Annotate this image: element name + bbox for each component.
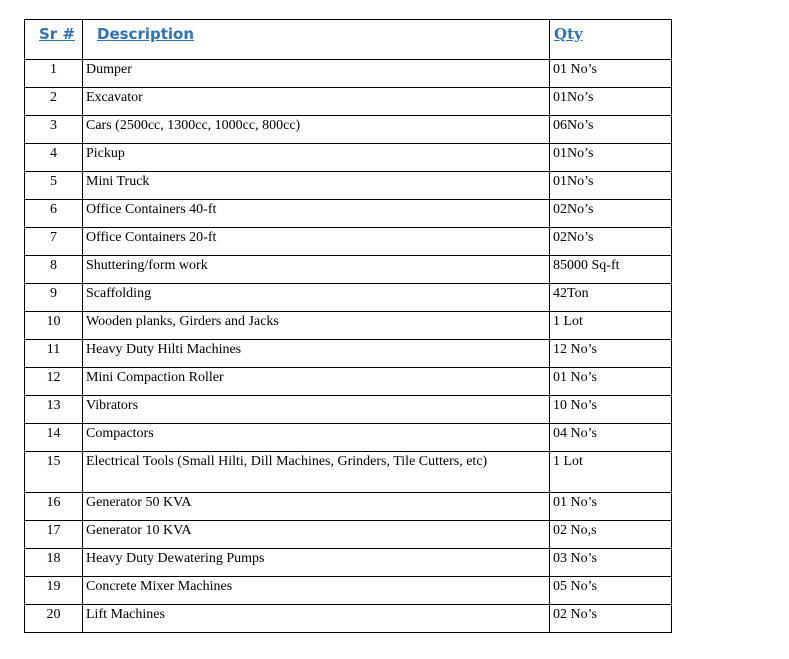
sr-cell: 6 <box>25 200 83 228</box>
table-row <box>25 284 672 312</box>
sr-cell: 8 <box>25 256 83 284</box>
header-row <box>25 20 672 60</box>
table-row <box>25 340 672 368</box>
table-row <box>25 144 672 172</box>
sr-cell: 10 <box>25 312 83 340</box>
sr-cell: 13 <box>25 396 83 424</box>
sr-cell: 4 <box>25 144 83 172</box>
sr-cell: 16 <box>25 493 83 521</box>
sr-cell: 2 <box>25 88 83 116</box>
description-cell: Pickup <box>83 144 550 172</box>
description-cell: Excavator <box>83 88 550 116</box>
table-row <box>25 116 672 144</box>
sr-cell: 15 <box>25 452 83 493</box>
qty-cell: 1 Lot <box>550 312 672 340</box>
table-row <box>25 88 672 116</box>
qty-cell: 01 No’s <box>550 368 672 396</box>
table-row <box>25 256 672 284</box>
description-cell: Shuttering/form work <box>83 256 550 284</box>
table-row <box>25 312 672 340</box>
description-cell: Concrete Mixer Machines <box>83 577 550 605</box>
sr-cell: 1 <box>25 60 83 88</box>
qty-cell: 42Ton <box>550 284 672 312</box>
description-cell: Generator 10 KVA <box>83 521 550 549</box>
sr-cell: 11 <box>25 340 83 368</box>
sr-cell: 9 <box>25 284 83 312</box>
qty-cell: 01 No’s <box>550 493 672 521</box>
qty-cell: 10 No’s <box>550 396 672 424</box>
qty-cell: 12 No’s <box>550 340 672 368</box>
description-cell: Scaffolding <box>83 284 550 312</box>
table-row <box>25 60 672 88</box>
table-row <box>25 493 672 521</box>
sr-cell: 7 <box>25 228 83 256</box>
qty-cell: 06No’s <box>550 116 672 144</box>
table-row <box>25 549 672 577</box>
qty-cell: 03 No’s <box>550 549 672 577</box>
sr-cell: 14 <box>25 424 83 452</box>
sr-cell: 3 <box>25 116 83 144</box>
header-qty: Qty <box>550 20 672 60</box>
table-row <box>25 452 672 493</box>
table-row <box>25 424 672 452</box>
qty-cell: 02No’s <box>550 200 672 228</box>
qty-cell: 02 No,s <box>550 521 672 549</box>
sr-cell: 17 <box>25 521 83 549</box>
header-sr: Sr # <box>25 20 83 60</box>
sr-cell: 18 <box>25 549 83 577</box>
table-row <box>25 200 672 228</box>
description-cell: Office Containers 40-ft <box>83 200 550 228</box>
description-cell: Mini Compaction Roller <box>83 368 550 396</box>
table-row <box>25 396 672 424</box>
description-cell: Vibrators <box>83 396 550 424</box>
description-cell: Heavy Duty Dewatering Pumps <box>83 549 550 577</box>
table-body <box>25 60 672 633</box>
qty-cell: 01No’s <box>550 172 672 200</box>
qty-cell: 1 Lot <box>550 452 672 493</box>
qty-cell: 01No’s <box>550 88 672 116</box>
table-row <box>25 577 672 605</box>
sr-cell: 12 <box>25 368 83 396</box>
qty-cell: 04 No’s <box>550 424 672 452</box>
sr-cell: 20 <box>25 605 83 633</box>
description-cell: Dumper <box>83 60 550 88</box>
description-cell: Office Containers 20-ft <box>83 228 550 256</box>
sr-cell: 5 <box>25 172 83 200</box>
equipment-table <box>24 19 672 633</box>
sr-cell: 19 <box>25 577 83 605</box>
qty-cell: 05 No’s <box>550 577 672 605</box>
description-cell: Heavy Duty Hilti Machines <box>83 340 550 368</box>
description-cell: Wooden planks, Girders and Jacks <box>83 312 550 340</box>
table-row <box>25 368 672 396</box>
qty-cell: 01 No’s <box>550 60 672 88</box>
qty-cell: 01No’s <box>550 144 672 172</box>
description-cell: Generator 50 KVA <box>83 493 550 521</box>
table-row <box>25 172 672 200</box>
table-row <box>25 228 672 256</box>
description-cell: Lift Machines <box>83 605 550 633</box>
qty-cell: 85000 Sq-ft <box>550 256 672 284</box>
table-row <box>25 521 672 549</box>
table-row <box>25 605 672 633</box>
qty-cell: 02No’s <box>550 228 672 256</box>
description-cell: Mini Truck <box>83 172 550 200</box>
description-cell: Compactors <box>83 424 550 452</box>
qty-cell: 02 No’s <box>550 605 672 633</box>
header-description: Description <box>83 20 550 60</box>
description-cell: Cars (2500cc, 1300cc, 1000cc, 800cc) <box>83 116 550 144</box>
description-cell: Electrical Tools (Small Hilti, Dill Machines, Grinders, Tile Cutters, etc) <box>83 452 550 493</box>
